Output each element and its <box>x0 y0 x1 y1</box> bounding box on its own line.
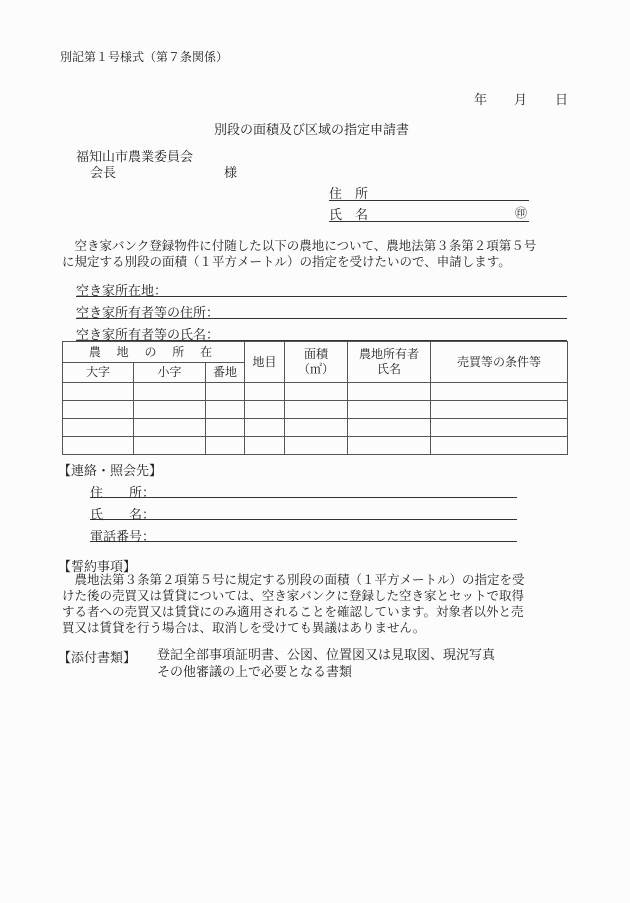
pledge-line-2: けた後の売買又は賃貸については、空き家バンクに登録した空き家とセットで取得 <box>62 588 525 603</box>
header-owner-line1: 農地所有者 <box>358 347 419 361</box>
table-cell[interactable] <box>134 419 206 437</box>
header-conditions: 売買等の条件等 <box>431 342 568 383</box>
applicant-name-field[interactable] <box>329 204 529 222</box>
table-cell[interactable] <box>63 419 134 437</box>
attachments-line-2: その他審議の上で必要となる書類 <box>157 665 353 680</box>
applicant-name-label: 氏 名 <box>329 208 369 223</box>
contact-address-field[interactable] <box>90 482 517 501</box>
table-cell[interactable] <box>63 437 134 455</box>
header-area-line2: （㎡） <box>297 362 334 376</box>
header-owner-line2: 氏名 <box>376 362 401 376</box>
header-farmland-location: 農 地 の 所 在 <box>63 342 245 363</box>
applicant-address-field[interactable] <box>329 183 529 201</box>
table-cell[interactable] <box>348 383 431 401</box>
addressee-org: 福知山市農業委員会 <box>76 150 194 165</box>
table-cell[interactable] <box>206 437 245 455</box>
header-koaza: 小字 <box>134 363 206 383</box>
document-title: 別段の面積及び区域の指定申請書 <box>214 123 410 138</box>
table-cell[interactable] <box>245 419 285 437</box>
applicant-address-label: 住 所 <box>329 187 369 202</box>
intro-line-1: 空き家バンク登録物件に付随した以下の農地について、農地法第３条第２項第５号 <box>62 238 537 253</box>
table-cell[interactable] <box>348 419 431 437</box>
owner-name-field[interactable] <box>76 324 567 341</box>
addressee-role: 会長 <box>90 166 117 181</box>
table-cell[interactable] <box>348 401 431 419</box>
contact-phone-field[interactable] <box>90 526 517 545</box>
pledge-heading: 【誓約事項】 <box>58 560 137 575</box>
table-cell[interactable] <box>431 383 568 401</box>
pledge-line-4: 買又は賃貸を行う場合は、取消しを受けても異議はありません。 <box>62 620 426 635</box>
intro-line-2: に規定する別段の面積（１平方メートル）の指定を受けたいので、申請します。 <box>62 254 511 269</box>
table-cell[interactable] <box>134 401 206 419</box>
table-row <box>63 383 568 401</box>
contact-heading: 【連絡・照会先】 <box>58 464 163 479</box>
table-cell[interactable] <box>245 383 285 401</box>
intro-paragraph <box>62 238 536 270</box>
table-header-row <box>63 342 568 363</box>
farmland-table <box>62 341 568 455</box>
contact-phone-label: 電話番号： <box>90 530 156 545</box>
contact-name-field[interactable] <box>90 504 517 523</box>
table-row <box>63 419 568 437</box>
table-cell[interactable] <box>206 401 245 419</box>
seal-icon: ㊞ <box>514 206 527 220</box>
table-cell[interactable] <box>206 383 245 401</box>
vacant-house-location-field[interactable] <box>76 280 567 297</box>
header-area-line1: 面積 <box>303 347 328 361</box>
table-cell[interactable] <box>134 383 206 401</box>
header-banchi: 番地 <box>206 363 245 383</box>
attachments-line-1: 登記全部事項証明書、公図、位置図又は見取図、現況写真 <box>157 648 496 663</box>
table-cell[interactable] <box>431 401 568 419</box>
form-label: 別記第１号様式（第７条関係） <box>60 50 229 64</box>
contact-address-label: 住 所： <box>90 486 156 501</box>
header-area <box>285 342 348 383</box>
date-month-label: 月 <box>514 93 528 108</box>
table-row <box>63 401 568 419</box>
date-year-label: 年 <box>474 93 488 108</box>
date-day-label: 日 <box>555 93 569 108</box>
table-cell[interactable] <box>285 419 348 437</box>
table-cell[interactable] <box>431 437 568 455</box>
table-row <box>63 437 568 455</box>
table-cell[interactable] <box>206 419 245 437</box>
pledge-paragraph <box>62 572 525 636</box>
table-cell[interactable] <box>134 437 206 455</box>
table-cell[interactable] <box>285 401 348 419</box>
table-cell[interactable] <box>285 383 348 401</box>
table-cell[interactable] <box>348 437 431 455</box>
header-chimoku: 地目 <box>245 342 285 383</box>
pledge-line-3: する者への売買又は賃貸にのみ適用されることを確認しています。対象者以外と売 <box>62 604 524 619</box>
header-oaza: 大字 <box>63 363 134 383</box>
contact-name-label: 氏 名： <box>90 508 156 523</box>
header-owner <box>348 342 431 383</box>
table-cell[interactable] <box>63 383 134 401</box>
owner-name-label: 空き家所有者等の氏名： <box>76 328 220 343</box>
vacant-house-location-label: 空き家所在地： <box>76 284 168 299</box>
table-cell[interactable] <box>63 401 134 419</box>
table-cell[interactable] <box>431 419 568 437</box>
table-cell[interactable] <box>285 437 348 455</box>
owner-address-field[interactable] <box>76 302 567 319</box>
table-cell[interactable] <box>245 437 285 455</box>
table-cell[interactable] <box>245 401 285 419</box>
pledge-line-1: 農地法第３条第２項第５号に規定する別段の面積（１平方メートル）の指定を受 <box>62 572 525 587</box>
addressee-honorific: 様 <box>224 166 238 181</box>
attachments-heading: 【添付書類】 <box>58 651 137 666</box>
attachments-list <box>157 647 495 681</box>
owner-address-label: 空き家所有者等の住所： <box>76 306 220 321</box>
